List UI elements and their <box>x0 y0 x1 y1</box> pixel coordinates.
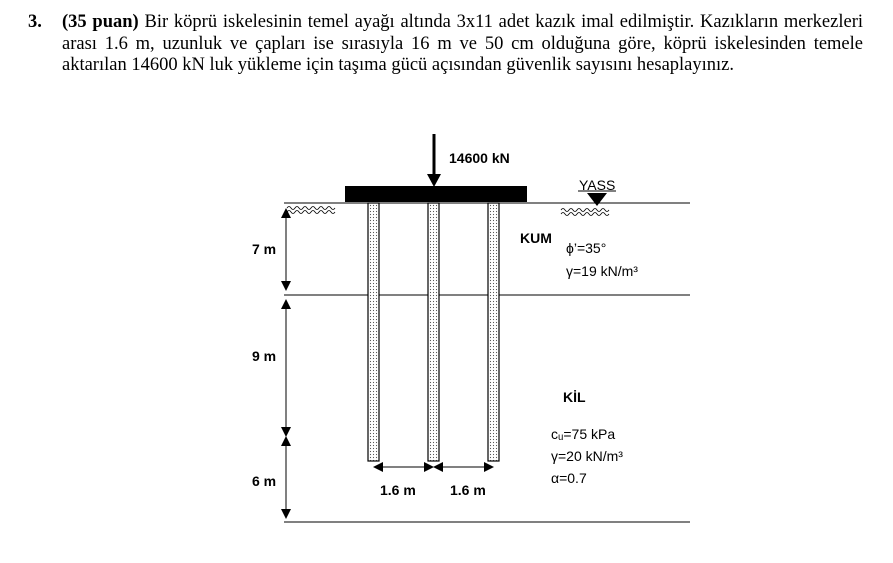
depth-label-clay-upper: 9 m <box>252 348 277 364</box>
ground-hatch-left <box>287 207 335 214</box>
pile-cap <box>345 186 527 202</box>
clay-layer-name: KİL <box>563 389 586 405</box>
question-text: Bir köprü iskelesinin temel ayağı altında 3x11 adet kazık imal edilmiştir. Kazıkların merkezleri arası 1.6 m, uzunluk ve çapları ise sırasıyla 16 m ve 50 cm olduğuna göre, köprü iskelesinden temele aktarılan 14600 kN luk yükleme için taşıma gücü açısından güvenlik sayısını hesaplayınız. <box>62 12 863 75</box>
depth-label-clay-lower: 6 m <box>252 473 277 489</box>
spacing-label-right: 1.6 m <box>450 482 486 498</box>
spacing-label-left: 1.6 m <box>380 482 416 498</box>
pile-right <box>488 203 499 461</box>
depth-label-sand: 7 m <box>252 241 277 257</box>
question-points: (35 puan) <box>62 12 139 32</box>
clay-unit-weight: γ=20 kN/m³ <box>551 448 623 464</box>
pile-middle <box>428 203 439 461</box>
sand-layer-name: KUM <box>520 230 552 246</box>
load-arrow-head-icon <box>427 174 441 187</box>
clay-adhesion-factor: α=0.7 <box>551 470 587 486</box>
water-table-triangle-icon <box>587 193 607 206</box>
pile-left <box>368 203 379 461</box>
clay-undrained-cohesion: cᵤ=75 kPa <box>551 426 616 442</box>
load-label: 14600 kN <box>449 150 510 166</box>
sand-friction-angle: ϕ’=35° <box>566 240 607 256</box>
ground-hatch-right <box>561 209 609 216</box>
water-table-label: YASS <box>579 177 616 193</box>
sand-unit-weight: γ=19 kN/m³ <box>566 263 638 279</box>
question-number: 3. <box>28 12 42 32</box>
